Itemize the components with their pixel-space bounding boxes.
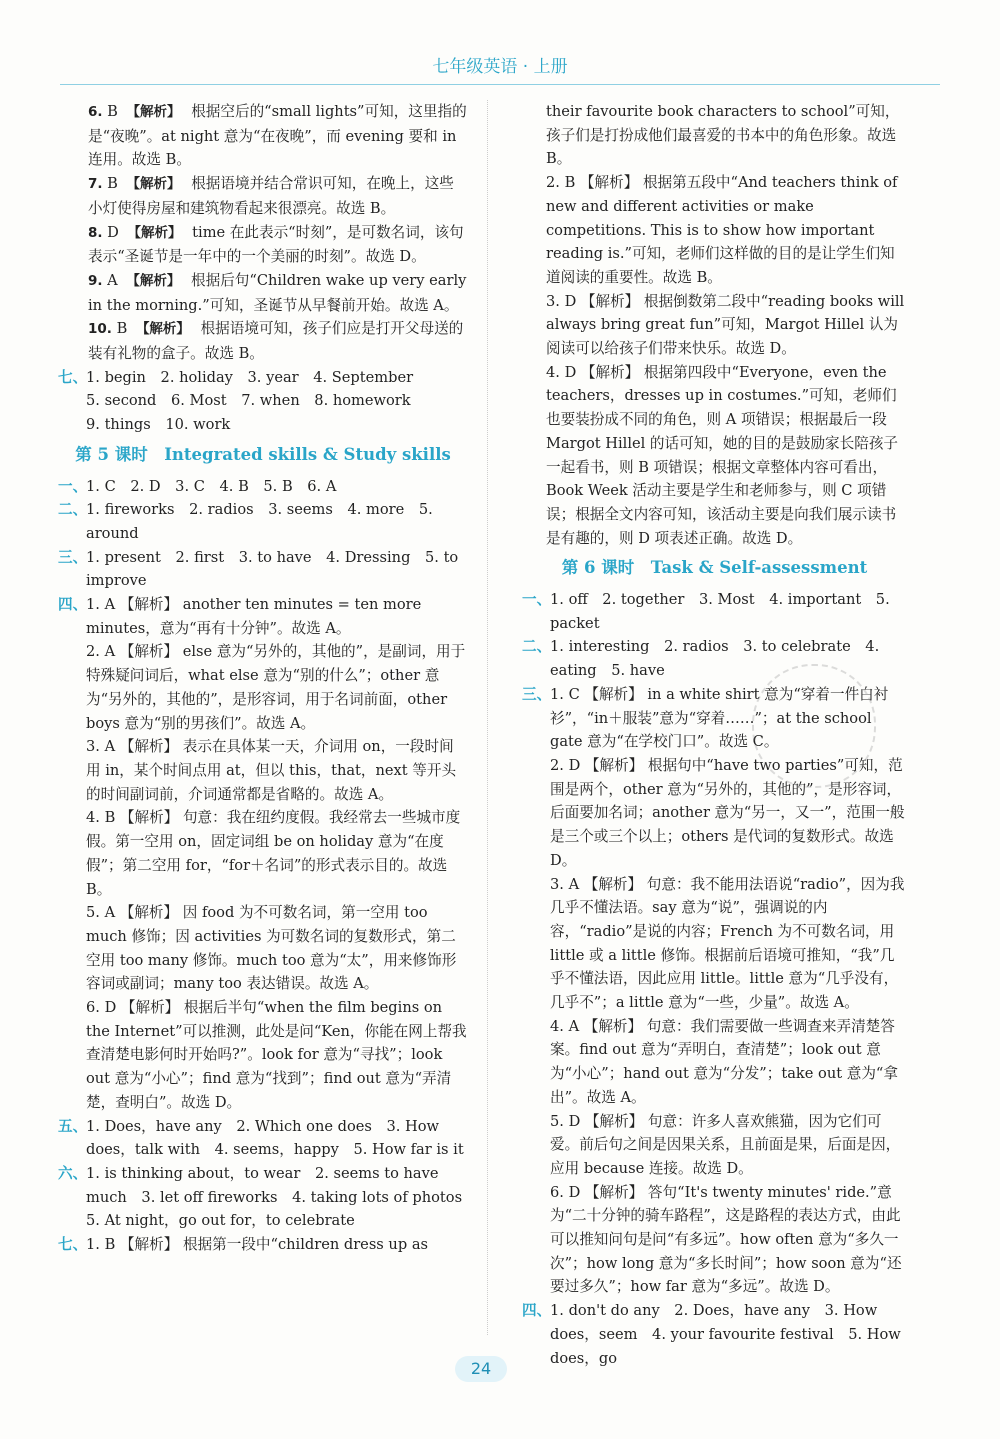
left-column bbox=[58, 100, 477, 1257]
l5-section-5: 五、 1. Does，have any 2. Which one does 3. How does，talk with 4. seems，happy 5. How far is it bbox=[58, 1117, 464, 1159]
l6-s3-answer-3: 3. A 【解析】 句意：我不能用法语说“radio”，因为我几乎不懂法语。say 意为“说”，强调说的内容，“radio”是说的内容；French 为不可数名词，用 little 或 a little 修饰。根据前后语境可推知，“我”几乎不懂法语，因此应用 little。little 意为“几乎没有，几乎不”；a little 意为“一些，少量”。故选 A。 bbox=[550, 875, 905, 1012]
column-divider bbox=[487, 100, 488, 1335]
l5-s7-continuation: their favourite book characters to school”可知，孩子们是打扮成他们最喜爱的书本中的角色形象。故选 B。 bbox=[546, 103, 900, 168]
section-7-answers: 七、 1. begin 2. holiday 3. year 4. September 5. second 6. Most 7. when 8. homework 9. things 10. work bbox=[58, 368, 414, 434]
answer-8: 8. D 【解析】 time 在此表示“时刻”，是可数名词，该句表示“圣诞节是一年中的一个美丽的时刻”。故选 D。 bbox=[88, 223, 464, 266]
l6-s3-answer-4: 4. A 【解析】 句意：我们需要做一些调查来弄清楚答案。find out 意为“弄明白，查清楚”；look out 意为“小心”；hand out 意为“分发”；take out 意为“拿出”。故选 A。 bbox=[550, 1017, 898, 1106]
answer-6: 6. B 【解析】 根据空后的“small lights”可知，这里指的是“夜晚”。at night 意为“在夜晚”，而 evening 要和 in 连用。故选 B。 bbox=[88, 103, 467, 169]
lesson-5-title: 第 5 课时 Integrated skills & Study skills bbox=[75, 444, 451, 464]
l6-section-1: 一、 1. off 2. together 3. Most 4. important 5. packet bbox=[522, 591, 890, 632]
l5-section-7: 七、 1. B 【解析】 根据第一段中“children dress up as bbox=[58, 1236, 429, 1254]
l5-s4-answer-1: 1. A 【解析】 another ten minutes = ten more minutes，意为“再有十分钟”。故选 A。 bbox=[86, 596, 422, 637]
l5-section-4: 四、 1. A 【解析】 another ten minutes = ten more minutes，意为“再有十分钟”。故选 A。 2. A 【解析】 else 意为“另外的，其他的”，是副词，用于特殊疑问词后，what else 意为“别的什么”；other 意为“另外的，其他的”，是形容词，用于名词前面，other boys 意为“别的男孩们”。故选 A。 3. A 【解析】 表示在具体某一天，介词用 on，一段时间用 in，某个时间点用 at，但以 this，that，next 等开头的时间副词前，介词通常都是省略的。故选 A。 4. B 【解析】 句意：我在纽约度假。我经常去一些城市度假。第一空用 on，固定词组 be on holiday 意为“在度假”；第二空用 for，“for＋名词”的形式表示目的。故选 B。 5. A 【解析】 因 food 为不可数名词，第一空用 too much 修饰；因 activities 为可数名词的复数形式，第二空用 too many 修饰。much too 意为“太”，用来修饰形容词或副词；many too 表达错误。故选 A。 6. D 【解析】 根据后半句“when the film begins on the Internet”可以推测，此处是问“Ken，你能在网上帮我查清楚电影何时开始吗?”。look for 意为“寻找”；look out 意为“小心”；find 意为“找到”；find out 意为“弄清楚，查明白”。故选 D。 bbox=[58, 593, 468, 1114]
l5-s4-answer-3: 3. A 【解析】 表示在具体某一天，介词用 on，一段时间用 in，某个时间点用 at，但以 this，that，next 等开头的时间副词前，介词通常都是省略的。故选 A。 bbox=[86, 738, 457, 803]
l6-s3-answer-5: 5. D 【解析】 句意：许多人喜欢熊猫，因为它们可爱。前后句之间是因果关系，且前面是果，后面是因，应用 because 连接。故选 D。 bbox=[550, 1112, 901, 1177]
l6-section-4: 四、 1. don't do any 2. Does，have any 3. How does，seem 4. your favourite festival 5. How does，go bbox=[522, 1302, 901, 1367]
l6-s3-answer-2: 2. D 【解析】 根据句中“have two parties”可知，范围是两个，other 意为“另外的，其他的”，是形容词，后面要加名词；another 意为“另一，又一”，范围一般是三个或三个以上；others 是代词的复数形式。故选 D。 bbox=[550, 756, 905, 869]
answer-9: 9. A 【解析】 根据后句“Children wake up very early in the morning.”可知，圣诞节从早餐前开始。故选 A。 bbox=[88, 271, 467, 314]
l5-section-3: 三、 1. present 2. first 3. to have 4. Dressing 5. to improve bbox=[58, 548, 459, 590]
l5-s4-answer-6: 6. D 【解析】 根据后半句“when the film begins on the Internet”可以推测，此处是问“Ken，你能在网上帮我查清楚电影何时开始吗?”。look for 意为“寻找”；look out 意为“小心”；find 意为“找到”；find out 意为“弄清楚，查明白”。故选 D。 bbox=[86, 999, 467, 1111]
lesson-6-title: 第 6 课时 Task & Self-assessment bbox=[561, 558, 868, 578]
l6-section-3: 三、 1. C 【解析】 in a white shirt 意为“穿着一件白衬衫”，“in＋服装”意为“穿着……”；at the school gate 意为“在学校门口”。故选 C。 2. D 【解析】 根据句中“have two parties”可知，范围是两个，other 意为“另外的，其他的”，是形容词，后面要加名词；another 意为“另一，又一”，范围一般是三个或三个以上；others 是代词的复数形式。故选 D。 3. A 【解析】 句意：我不能用法语说“radio”，因为我几乎不懂法语。say 意为“说”，强调说的内容，“radio”是说的内容；French 为不可数名词，用 little 或 a little 修饰。根据前后语境可推知，“我”几乎不懂法语，因此应用 little。little 意为“几乎没有，几乎不”；a little 意为“一些，少量”。故选 A。 4. A 【解析】 句意：我们需要做一些调查来弄清楚答案。find out 意为“弄明白，查清楚”；look out 意为“小心”；hand out 意为“分发”；take out 意为“拿出”。故选 A。 5. D 【解析】 句意：许多人喜欢熊猫，因为它们可爱。前后句之间是因果关系，且前面是果，后面是因，应用 because 连接。故选 D。 6. D 【解析】 答句“It's twenty minutes' ride.”意为“二十分钟的骑车路程”，这是路程的表达方式，由此可以推知问句是问“有多远”。how often 意为“多久一次”；how long 意为“多长时间”；how soon 意为“还要过多久”；how far 意为“多远”。故选 D。 bbox=[522, 683, 907, 1299]
l5-s4-answer-5: 5. A 【解析】 因 food 为不可数名词，第一空用 too much 修饰；因 activities 为可数名词的复数形式，第二空用 too many 修饰。much too 意为“太”，用来修饰形容词或副词；many too 表达错误。故选 A。 bbox=[86, 904, 457, 993]
l6-s3-answer-6: 6. D 【解析】 答句“It's twenty minutes' ride.”意为“二十分钟的骑车路程”，这是路程的表达方式，由此可以推知问句是问“有多远”。how often 意为“多久一次”；how long 意为“多长时间”；how soon 意为“还要过多久”；how far 意为“多远”。故选 D。 bbox=[550, 1183, 902, 1296]
answer-10: 10. B 【解析】 根据语境可知，孩子们应是打开父母送的装有礼物的盒子。故选 B。 bbox=[88, 320, 464, 363]
l6-section-2: 二、 1. interesting 2. radios 3. to celebrate 4. eating 5. have bbox=[522, 638, 880, 680]
l6-s3-answer-1: 1. C 【解析】 in a white shirt 意为“穿着一件白衬衫”，“in＋服装”意为“穿着……”；at the school gate 意为“在学校门口”。故选 C。 bbox=[550, 685, 889, 751]
answer-7: 7. B 【解析】 根据语境并结合常识可知，在晚上，这些小灯使得房屋和建筑物看起来很漂亮。故选 B。 bbox=[88, 175, 454, 217]
l5-s7-answer-4: 4. D 【解析】 根据第四段中“Everyone，even the teachers，dresses up in costumes.”可知，老师们也要装扮成不同的角色，则 A 项错误；根据最后一段 Margot Hillel 的话可知，她的目的是鼓励家长陪孩子一起看书，则 B 项错误；根据文章整体内容可看出，Book Week 活动主要是学生和老师参与，则 C 项错误；根据全文内容可知，该活动主要是向我们展示读书是有趣的，则 D 项表述正确。故选 D。 bbox=[546, 363, 899, 547]
l5-section-1: 一、 1. C 2. D 3. C 4. B 5. B 6. A bbox=[58, 477, 337, 495]
running-header: 七年级英语 · 上册 bbox=[432, 57, 568, 77]
page-number: 24 bbox=[455, 1356, 507, 1382]
l5-s4-answer-4: 4. B 【解析】 句意：我在纽约度假。我经常去一些城市度假。第一空用 on，固定词组 be on holiday 意为“在度假”；第二空用 for，“for＋名词”的形式表示目的。故选 B。 bbox=[86, 809, 461, 898]
header-rule bbox=[60, 84, 940, 85]
l5-section-2: 二、 1. fireworks 2. radios 3. seems 4. more 5. around bbox=[58, 501, 433, 542]
l5-s7-answer-2: 2. B 【解析】 根据第五段中“And teachers think of new and different activities or make competitions. This is to show how important reading is.”可知，老师们这样做的目的是让学生们知道阅读的重要性。故选 B。 bbox=[546, 174, 898, 286]
l5-s7-answer-3: 3. D 【解析】 根据倒数第二段中“reading books will always bring great fun”可知，Margot Hillel 认为阅读可以给孩子们带来快乐。故选 D。 bbox=[546, 292, 905, 358]
l5-section-6: 六、 1. is thinking about，to wear 2. seems to have much 3. let off fireworks 4. taking lots of photos 5. At night，go out for，to celebrate bbox=[58, 1164, 477, 1230]
stamp-seal bbox=[752, 664, 876, 788]
l5-s4-answer-2: 2. A 【解析】 else 意为“另外的，其他的”，是副词，用于特殊疑问词后，what else 意为“别的什么”；other 意为“另外的，其他的”，是形容词，用于名词前面，other boys 意为“别的男孩们”。故选 A。 bbox=[86, 643, 466, 732]
